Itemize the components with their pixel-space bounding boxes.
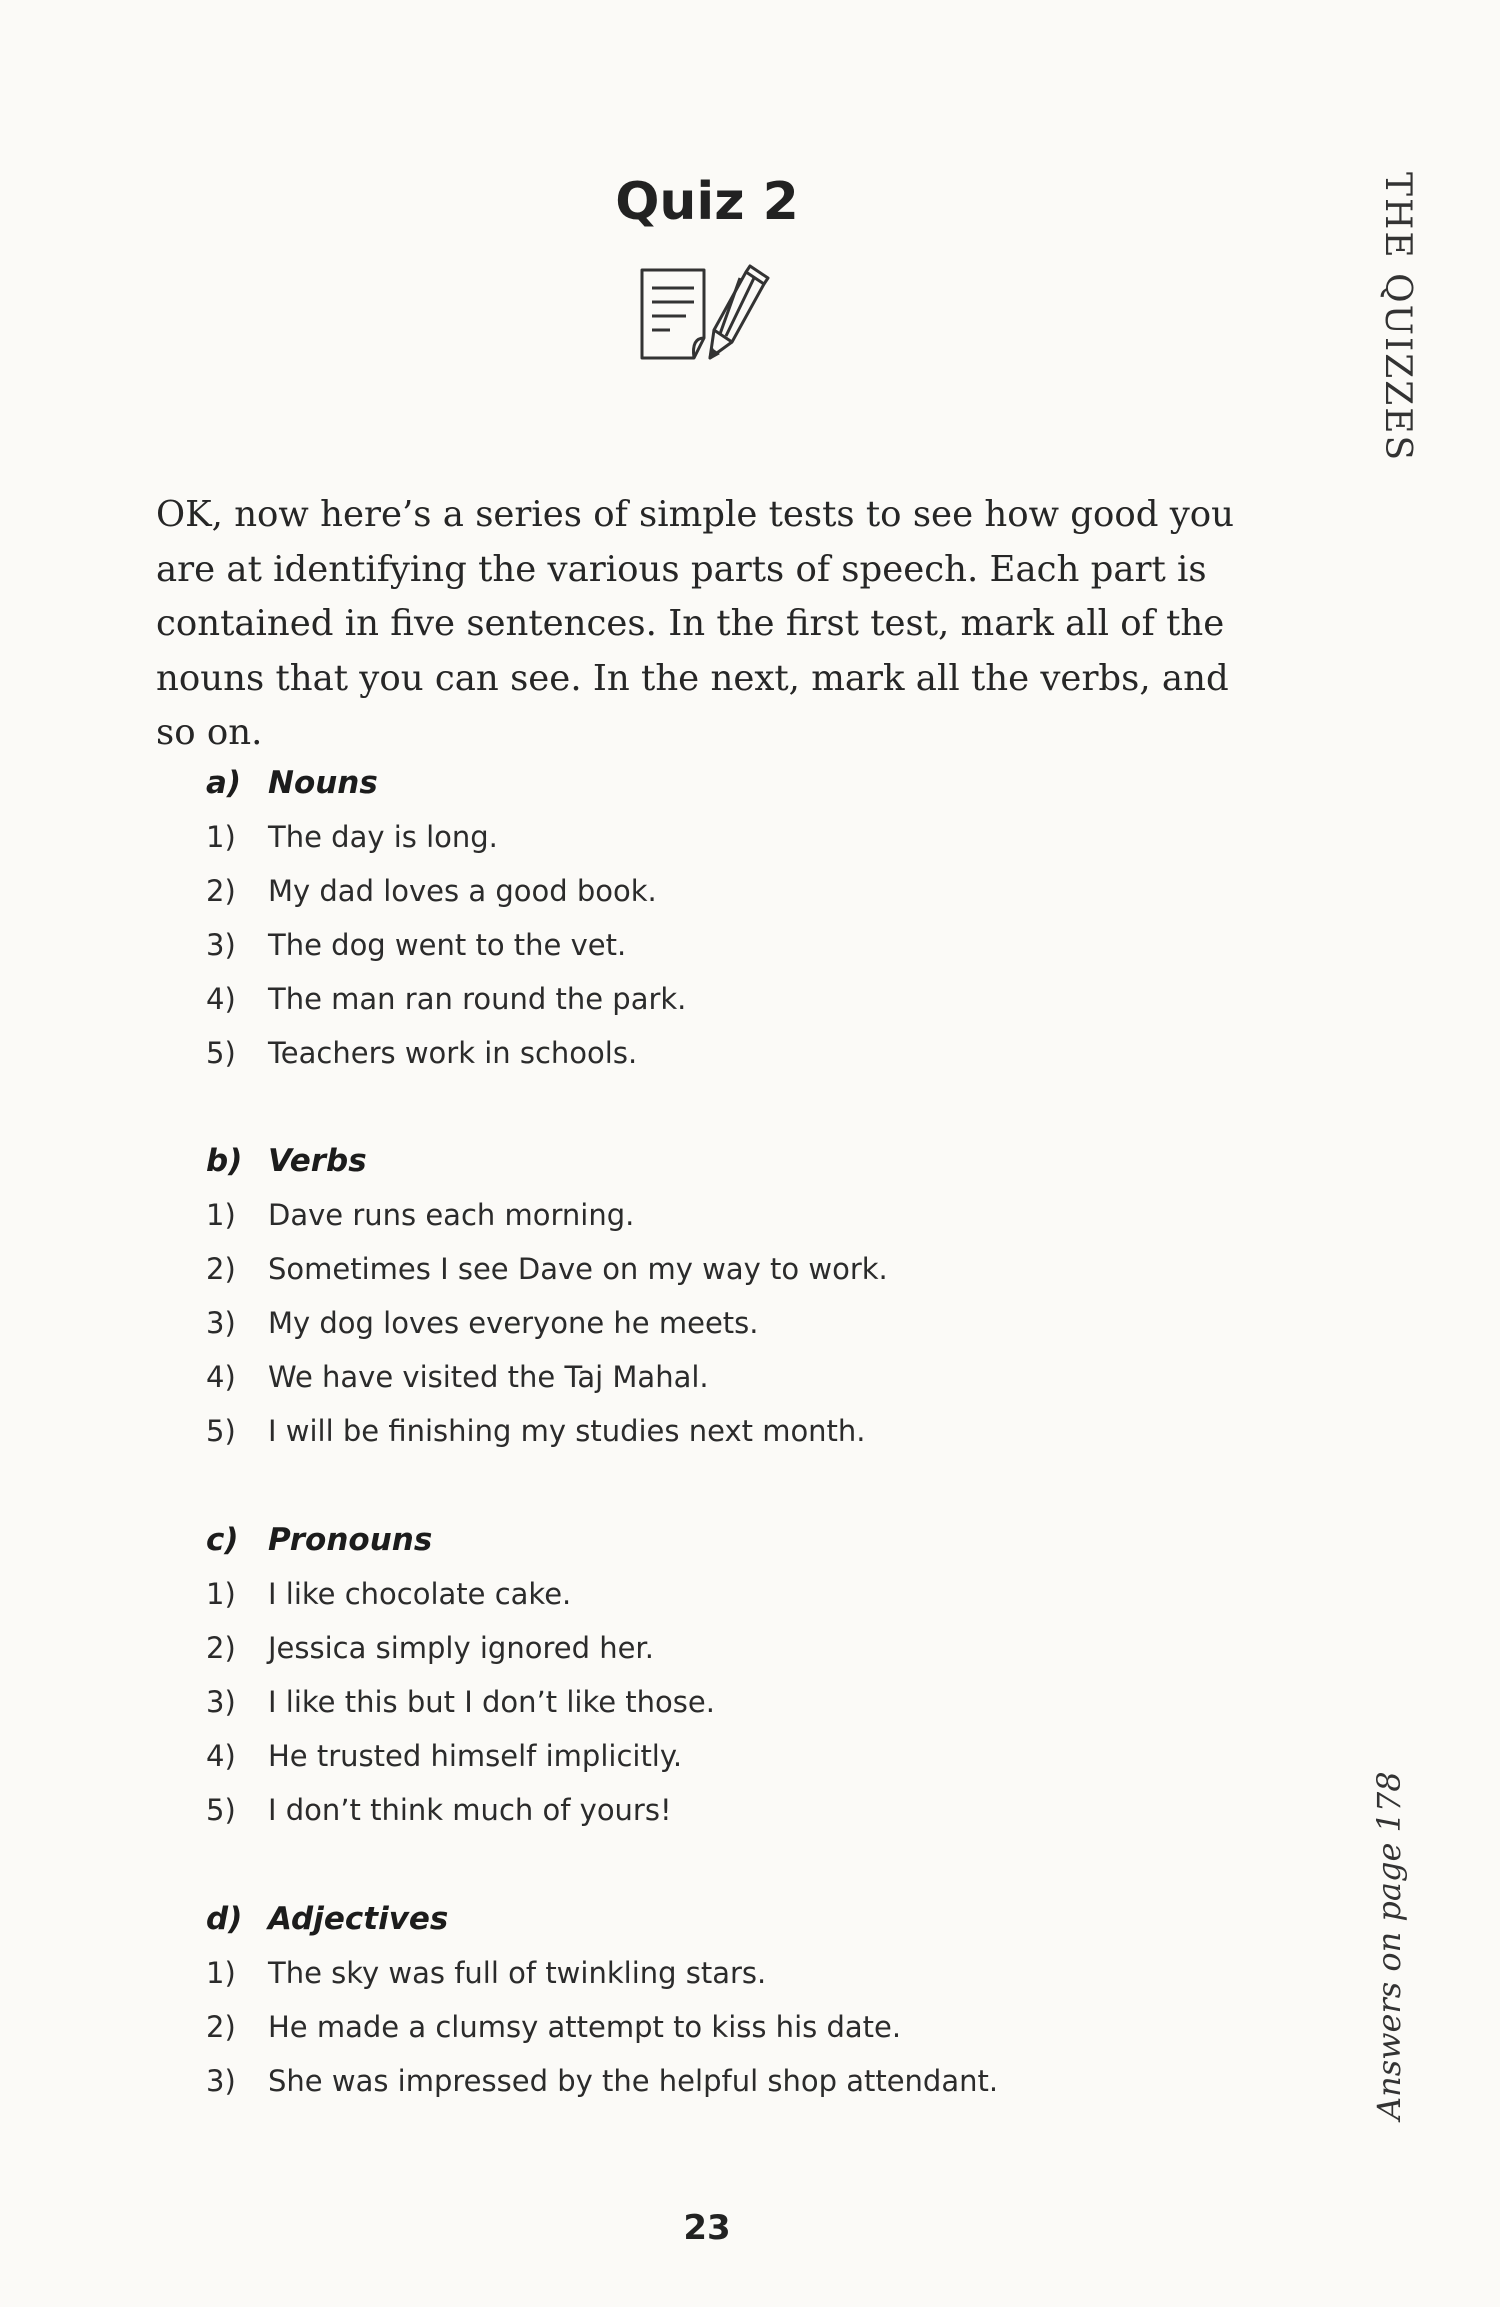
item-number: 3) <box>206 1306 236 1340</box>
item-text: The sky was full of twinkling stars. <box>268 1956 767 1990</box>
item-text: I like this but I don’t like those. <box>268 1685 715 1719</box>
item-number: 5) <box>206 1036 236 1070</box>
section-title: Nouns <box>268 765 378 801</box>
item-text: The dog went to the vet. <box>268 928 627 962</box>
item-text: Teachers work in schools. <box>268 1036 638 1070</box>
list-item <box>206 864 686 918</box>
section-adjectives <box>206 1892 998 2108</box>
item-text: My dog loves everyone he meets. <box>268 1306 759 1340</box>
list-item <box>206 1350 888 1404</box>
item-number: 2) <box>206 1252 236 1286</box>
section-letter: c) <box>206 1522 239 1558</box>
list-item <box>206 1404 888 1458</box>
list-item <box>206 1242 888 1296</box>
item-number: 2) <box>206 1631 236 1665</box>
list-item <box>206 972 686 1026</box>
list-item <box>206 1296 888 1350</box>
list-item <box>206 918 686 972</box>
item-number: 2) <box>206 874 236 908</box>
item-text: The man ran round the park. <box>268 982 687 1016</box>
section-title: Pronouns <box>268 1522 433 1558</box>
section-letter: a) <box>206 765 242 801</box>
item-number: 5) <box>206 1793 236 1827</box>
item-number: 4) <box>206 982 236 1016</box>
item-text: I don’t think much of yours! <box>268 1793 672 1827</box>
list-item <box>206 1783 715 1837</box>
section-nouns <box>206 756 686 1080</box>
section-heading <box>206 1513 715 1567</box>
item-number: 5) <box>206 1414 236 1448</box>
intro-paragraph: OK, now here’s a series of simple tests to see how good you are at identifying the various parts of speech. Each part is contained in five sentences. In the first test, mark all of the nouns that you can see. In the next, mark all the verbs, and so on. <box>156 494 1235 753</box>
item-text: He made a clumsy attempt to kiss his date. <box>268 2010 902 2044</box>
section-heading <box>206 1892 998 1946</box>
item-text: She was impressed by the helpful shop attendant. <box>268 2064 999 2098</box>
section-title: Adjectives <box>268 1901 449 1937</box>
item-number: 1) <box>206 1577 236 1611</box>
running-head <box>1377 172 1418 463</box>
answers-reference-text: Answers on page 178 <box>1370 1771 1408 2120</box>
section-letter: d) <box>206 1901 243 1937</box>
list-item <box>206 1188 888 1242</box>
item-number: 1) <box>206 1198 236 1232</box>
section-heading <box>206 756 686 810</box>
page-number: 23 <box>683 2208 731 2248</box>
item-number: 3) <box>206 928 236 962</box>
item-number: 1) <box>206 820 236 854</box>
section-pronouns <box>206 1513 715 1837</box>
item-text: Sometimes I see Dave on my way to work. <box>268 1252 888 1286</box>
item-number: 1) <box>206 1956 236 1990</box>
item-text: Dave runs each morning. <box>268 1198 635 1232</box>
list-item <box>206 1729 715 1783</box>
item-number: 3) <box>206 1685 236 1719</box>
item-text: The day is long. <box>268 820 498 854</box>
list-item <box>206 1946 998 2000</box>
quiz-paper-pencil-icon <box>636 262 796 366</box>
list-item <box>206 1026 686 1080</box>
item-text: Jessica simply ignored her. <box>268 1631 654 1665</box>
section-title: Verbs <box>268 1143 367 1179</box>
list-item <box>206 1567 715 1621</box>
page-title: Quiz 2 <box>615 172 799 232</box>
item-text: I like chocolate cake. <box>268 1577 572 1611</box>
list-item <box>206 1675 715 1729</box>
section-letter: b) <box>206 1143 243 1179</box>
running-head-text: THE QUIZZES <box>1377 172 1418 463</box>
list-item <box>206 2054 998 2108</box>
section-heading <box>206 1134 888 1188</box>
section-verbs <box>206 1134 888 1458</box>
list-item <box>206 810 686 864</box>
item-text: We have visited the Taj Mahal. <box>268 1360 709 1394</box>
item-text: He trusted himself implicitly. <box>268 1739 683 1773</box>
item-text: My dad loves a good book. <box>268 874 657 908</box>
list-item <box>206 1621 715 1675</box>
list-item <box>206 2000 998 2054</box>
answers-reference <box>1370 1771 1408 2121</box>
item-number: 4) <box>206 1360 236 1394</box>
item-number: 3) <box>206 2064 236 2098</box>
item-number: 2) <box>206 2010 236 2044</box>
item-number: 4) <box>206 1739 236 1773</box>
item-text: I will be finishing my studies next month. <box>268 1414 866 1448</box>
